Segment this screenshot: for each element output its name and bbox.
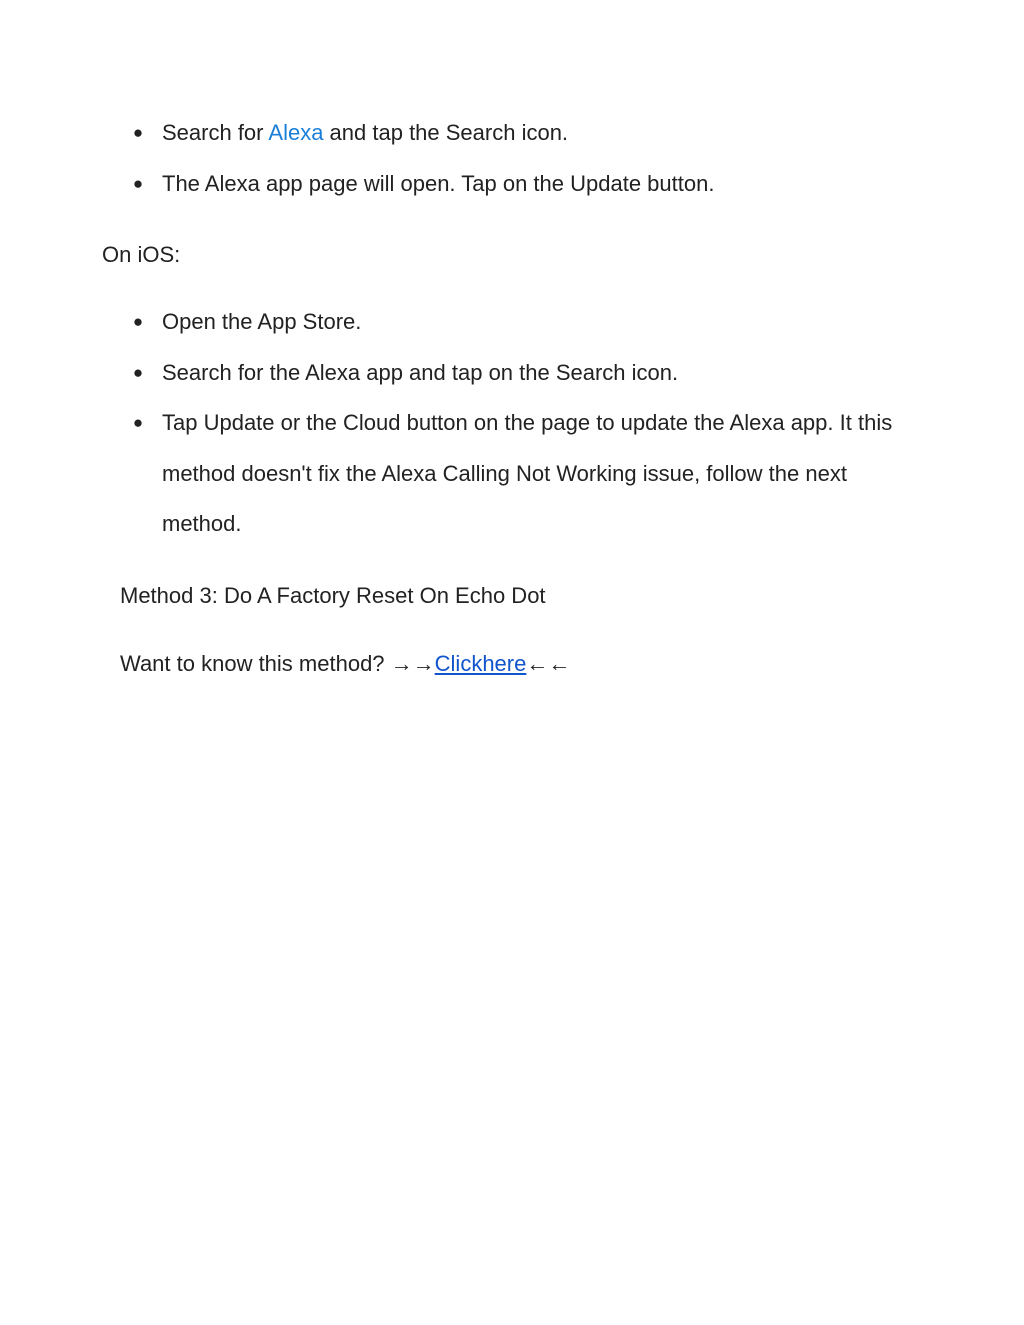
click-here-link[interactable]: Clickhere [434,651,527,676]
alexa-link[interactable]: Alexa [268,120,324,145]
step-text-before: Search for [162,120,269,145]
android-steps-list [128,108,928,209]
list-item [128,398,928,550]
step-text: Tap Update or the Cloud button on the page to update the Alexa app. It this method doesn't fix the Alexa Calling Not Working issue, follow the next method. [162,410,893,536]
bullet-icon: ● [132,123,144,142]
step-text: Open the App Store. [162,309,362,334]
bullet-icon: ● [132,362,144,382]
cta-prefix: Want to know this method? →→ [120,651,435,676]
bullet-icon: ● [132,173,144,193]
list-item [128,159,928,210]
ios-steps-list [128,297,928,550]
list-item [128,297,928,348]
cta-line [120,650,570,678]
step-text: The Alexa app page will open. Tap on the Update button. [162,170,715,196]
step-text: Search for the Alexa app and tap on the Search icon. [162,359,679,385]
step-text-after: and tap the Search icon. [323,120,569,145]
ios-heading: On iOS: [102,242,181,267]
bullet-icon: ● [132,312,144,331]
cta-suffix: ←← [526,651,571,676]
bullet-icon: ● [132,413,144,432]
list-item [128,348,928,399]
list-item [128,108,928,159]
method-heading: Method 3: Do A Factory Reset On Echo Dot [120,583,546,608]
